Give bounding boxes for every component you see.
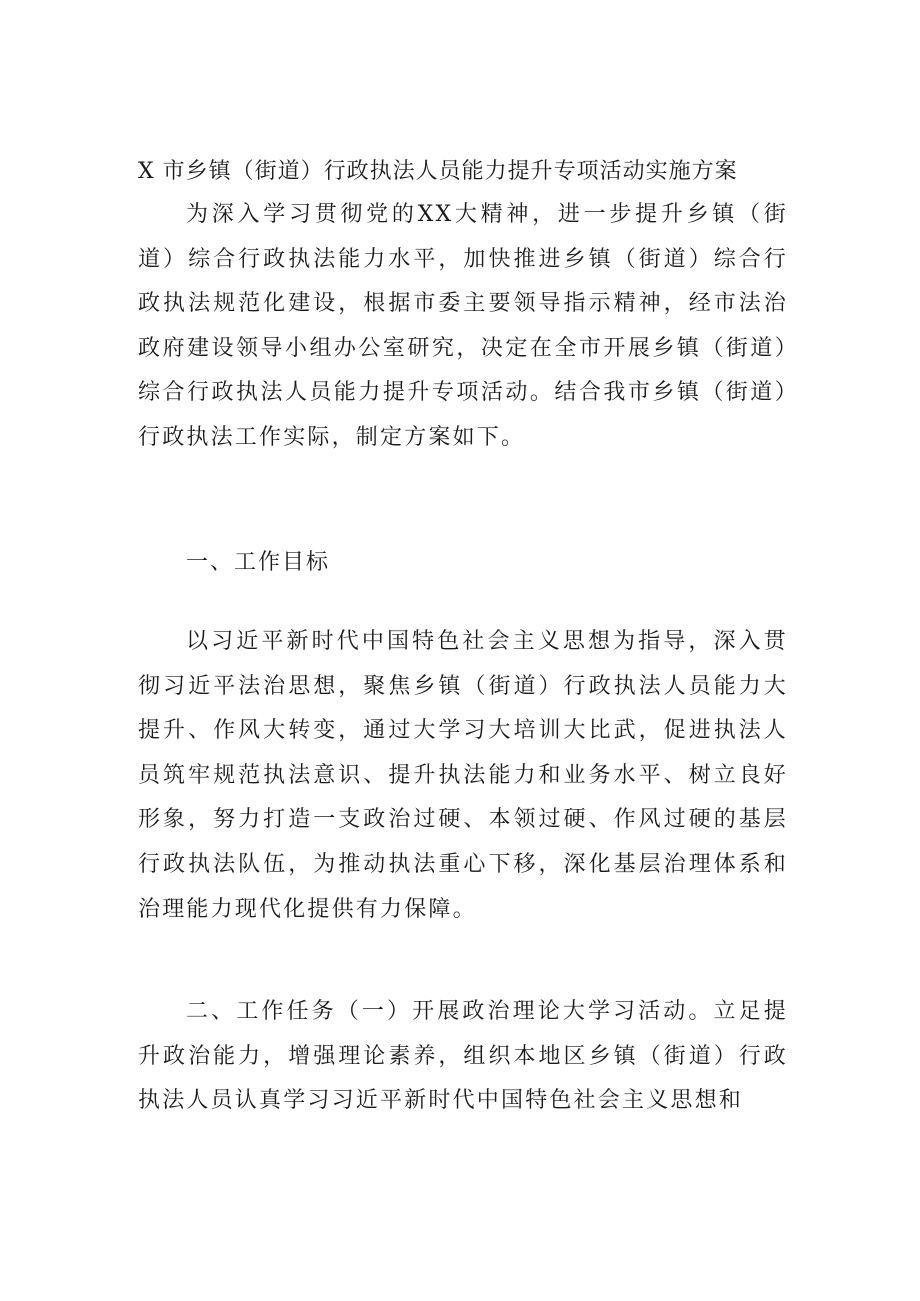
document-title: X 市乡镇（街道）行政执法人员能力提升专项活动实施方案 <box>138 159 738 184</box>
section-heading-work-goals: 一、工作目标 <box>186 550 331 575</box>
intro-paragraph: 为深入学习贯彻党的XX大精神，进一步提升乡镇（街道）综合行政执法能力水平，加快推进乡镇（街道）综合行政执法规范化建设，根据市委主要领导指示精神，经市法治政府建设领导小组办公室研究，决定在全市开展乡镇（街道）综合行政执法人员能力提升专项活动。结合我市乡镇（街道）行政执法工作实际，制定方案如下。 <box>138 202 788 450</box>
work-tasks-paragraph: 二、工作任务（一）开展政治理论大学习活动。立足提升政治能力，增强理论素养，组织本地区乡镇（街道）行政执法人员认真学习习近平新时代中国特色社会主义思想和 <box>138 999 788 1114</box>
work-goals-paragraph: 以习近平新时代中国特色社会主义思想为指导，深入贯彻习近平法治思想，聚焦乡镇（街道）行政执法人员能力大提升、作风大转变，通过大学习大培训大比武，促进执法人员筑牢规范执法意识、提升执法能力和业务水平、树立良好形象，努力打造一支政治过硬、本领过硬、作风过硬的基层行政执法队伍，为推动执法重心下移，深化基层治理体系和治理能力现代化提供有力保障。 <box>138 629 788 922</box>
